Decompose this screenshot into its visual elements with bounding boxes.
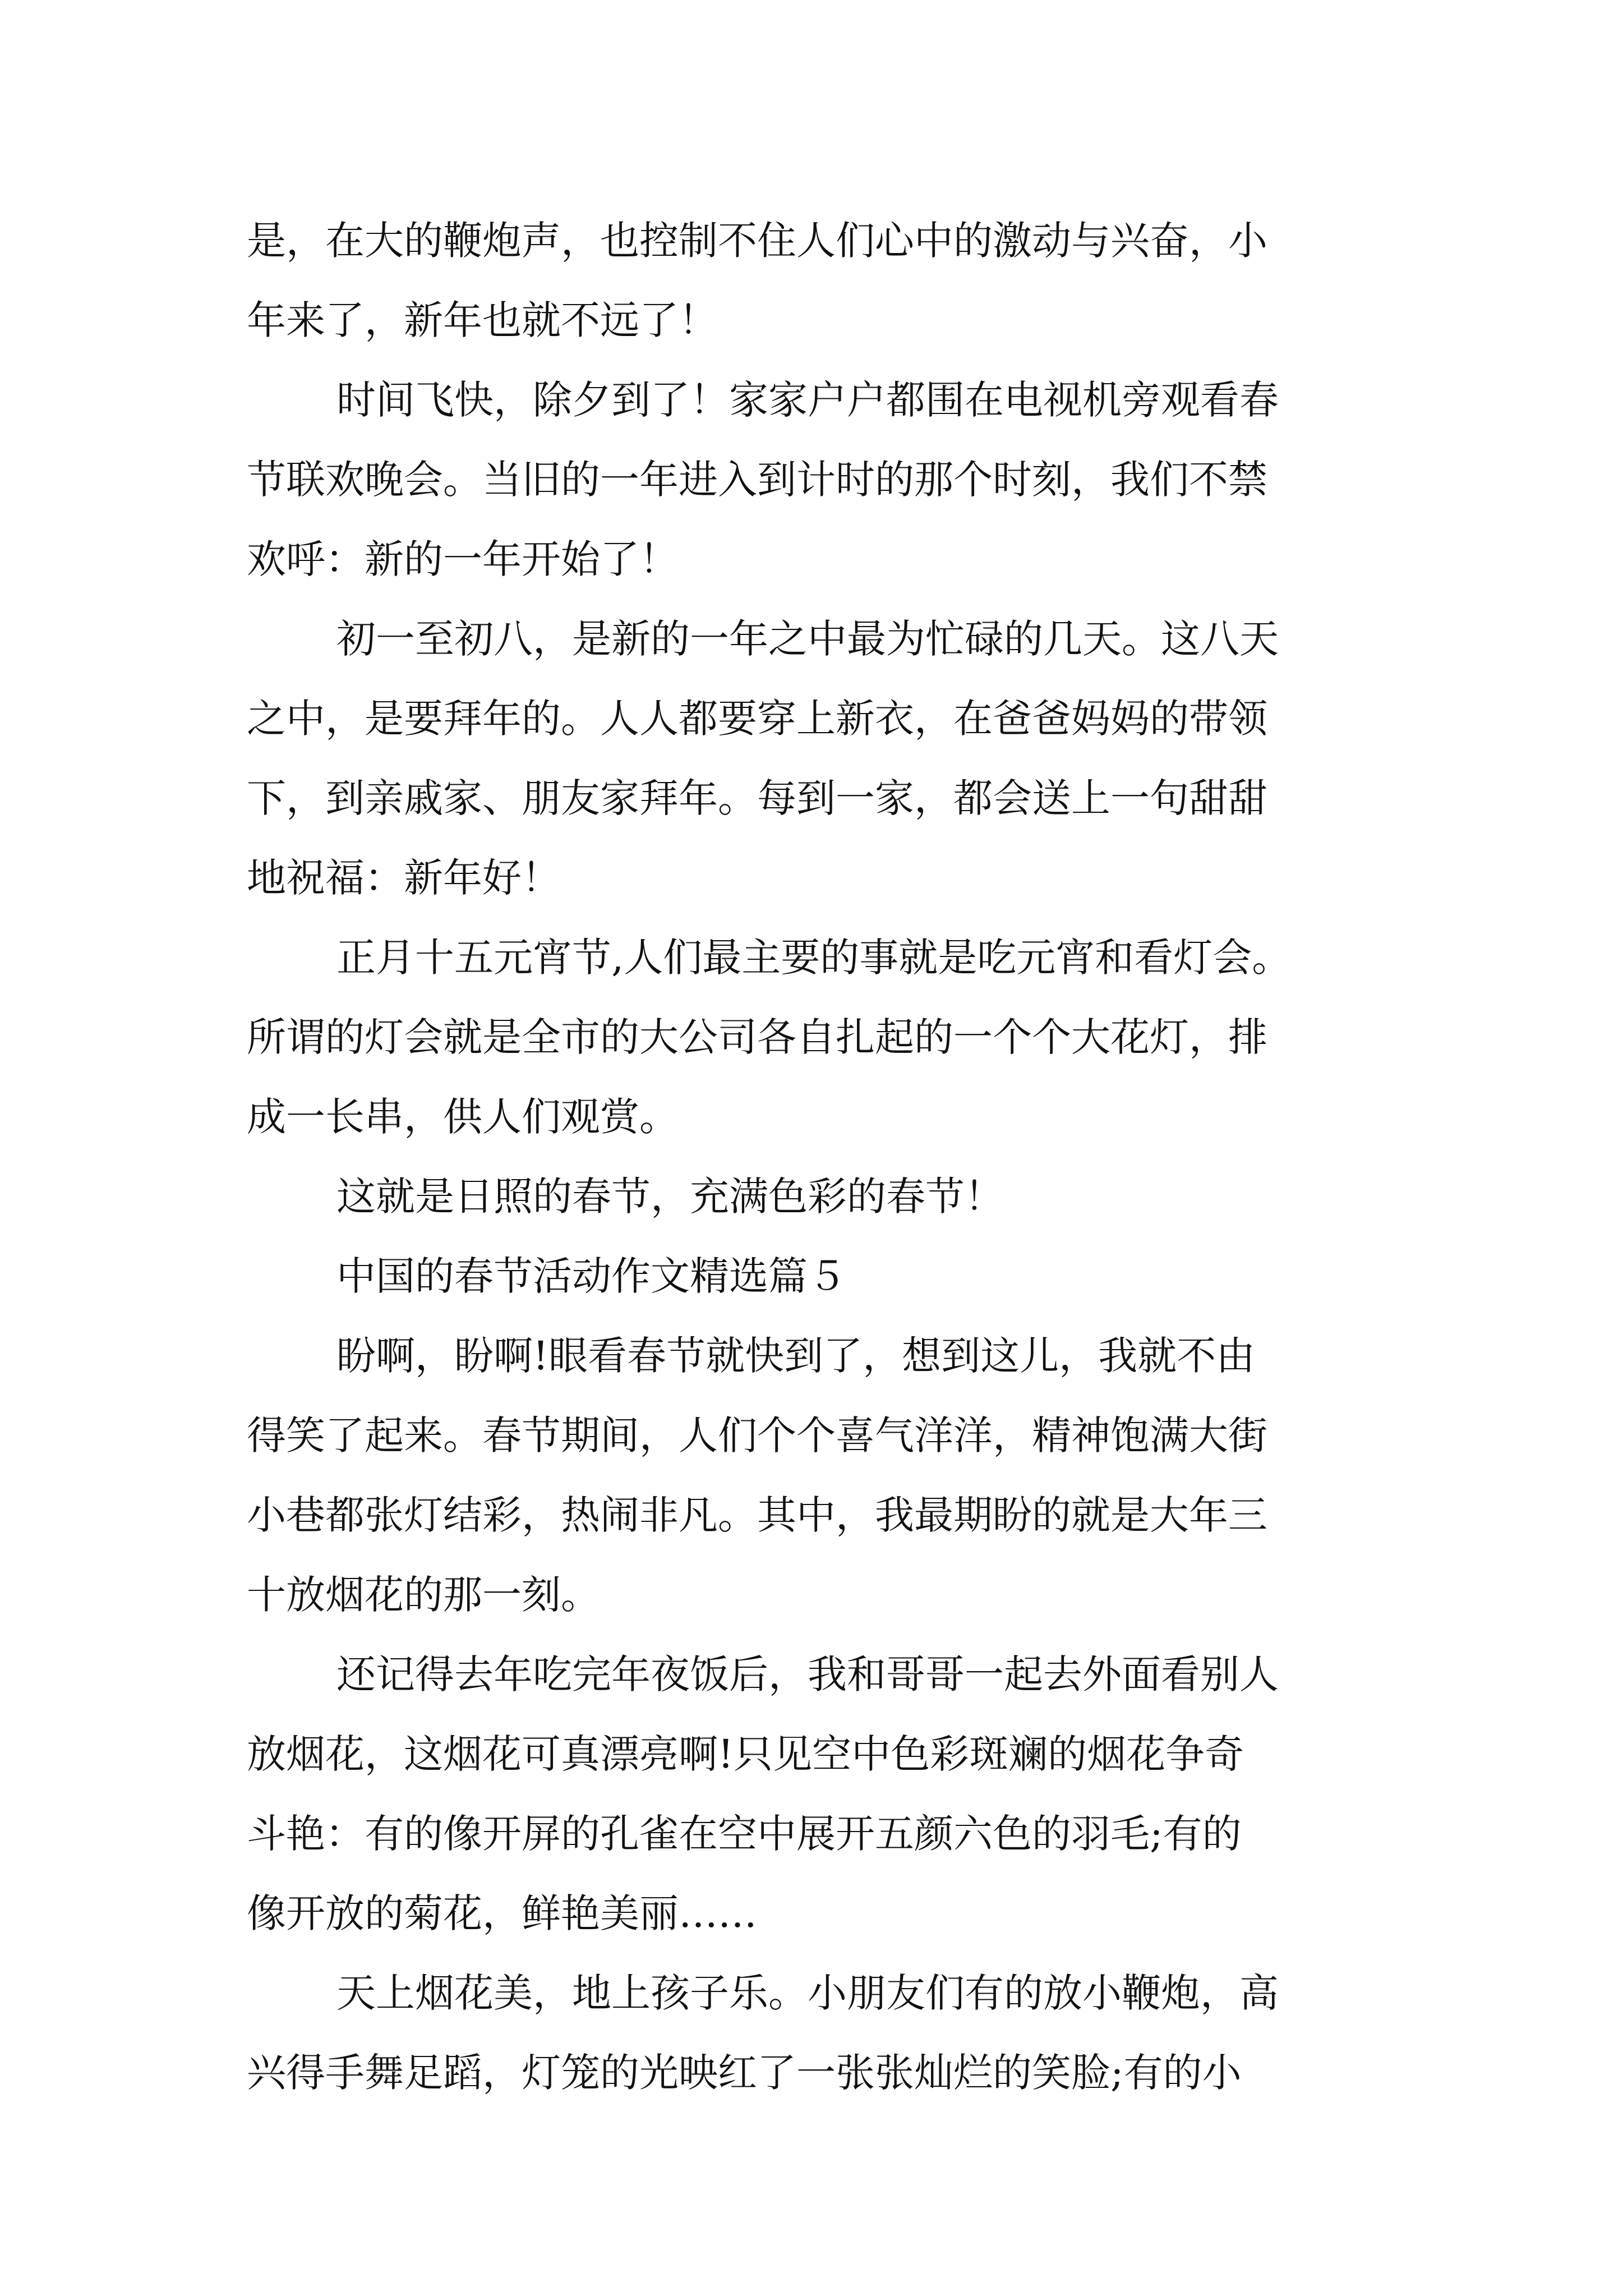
text-line: 正月十五元宵节,人们最主要的事就是吃元宵和看灯会。 (336, 935, 1292, 981)
text-line: 所谓的灯会就是全市的大公司各自扎起的一个个大花灯，排 (247, 1014, 1267, 1060)
text-line: 节联欢晚会。当旧的一年进入到计时的那个时刻，我们不禁 (247, 457, 1267, 503)
text-line: 地祝福：新年好！ (247, 855, 561, 901)
text-line: 之中，是要拜年的。人人都要穿上新衣，在爸爸妈妈的带领 (247, 696, 1267, 742)
text-line: 盼啊，盼啊!眼看春节就快到了，想到这儿，我就不由 (336, 1333, 1256, 1379)
text-line: 天上烟花美，地上孩子乐。小朋友们有的放小鞭炮，高 (336, 1970, 1279, 2016)
text-line: 初一至初八，是新的一年之中最为忙碌的几天。这八天 (336, 616, 1279, 662)
text-line: 时间飞快，除夕到了！家家户户都围在电视机旁观看春 (336, 377, 1279, 423)
section-heading: 中国的春节活动作文精选篇５ (336, 1253, 847, 1299)
text-line: 兴得手舞足蹈，灯笼的光映红了一张张灿烂的笑脸;有的小 (247, 2050, 1242, 2096)
text-line: 是，在大的鞭炮声，也控制不住人们心中的激动与兴奋，小 (247, 218, 1267, 264)
text-line: 斗艳：有的像开屏的孔雀在空中展开五颜六色的羽毛;有的 (247, 1811, 1242, 1857)
text-line: 下，到亲戚家、朋友家拜年。每到一家，都会送上一句甜甜 (247, 775, 1267, 821)
text-line: 还记得去年吃完年夜饭后，我和哥哥一起去外面看别人 (336, 1651, 1279, 1697)
text-line: 欢呼：新的一年开始了！ (247, 536, 679, 582)
text-line: 像开放的菊花，鲜艳美丽…… (247, 1890, 757, 1936)
text-line: 十放烟花的那一刻。 (247, 1572, 600, 1618)
text-line: 小巷都张灯结彩，热闹非凡。其中，我最期盼的就是大年三 (247, 1492, 1267, 1538)
text-line: 得笑了起来。春节期间，人们个个喜气洋洋，精神饱满大街 (247, 1412, 1267, 1458)
text-line: 成一长串，供人们观赏。 (247, 1094, 679, 1140)
text-line: 放烟花，这烟花可真漂亮啊!只见空中色彩斑斓的烟花争奇 (247, 1731, 1244, 1777)
text-line: 年来了，新年也就不远了！ (247, 297, 718, 343)
document-body (247, 201, 1391, 2113)
text-line: 这就是日照的春节，充满色彩的春节！ (336, 1174, 1004, 1220)
